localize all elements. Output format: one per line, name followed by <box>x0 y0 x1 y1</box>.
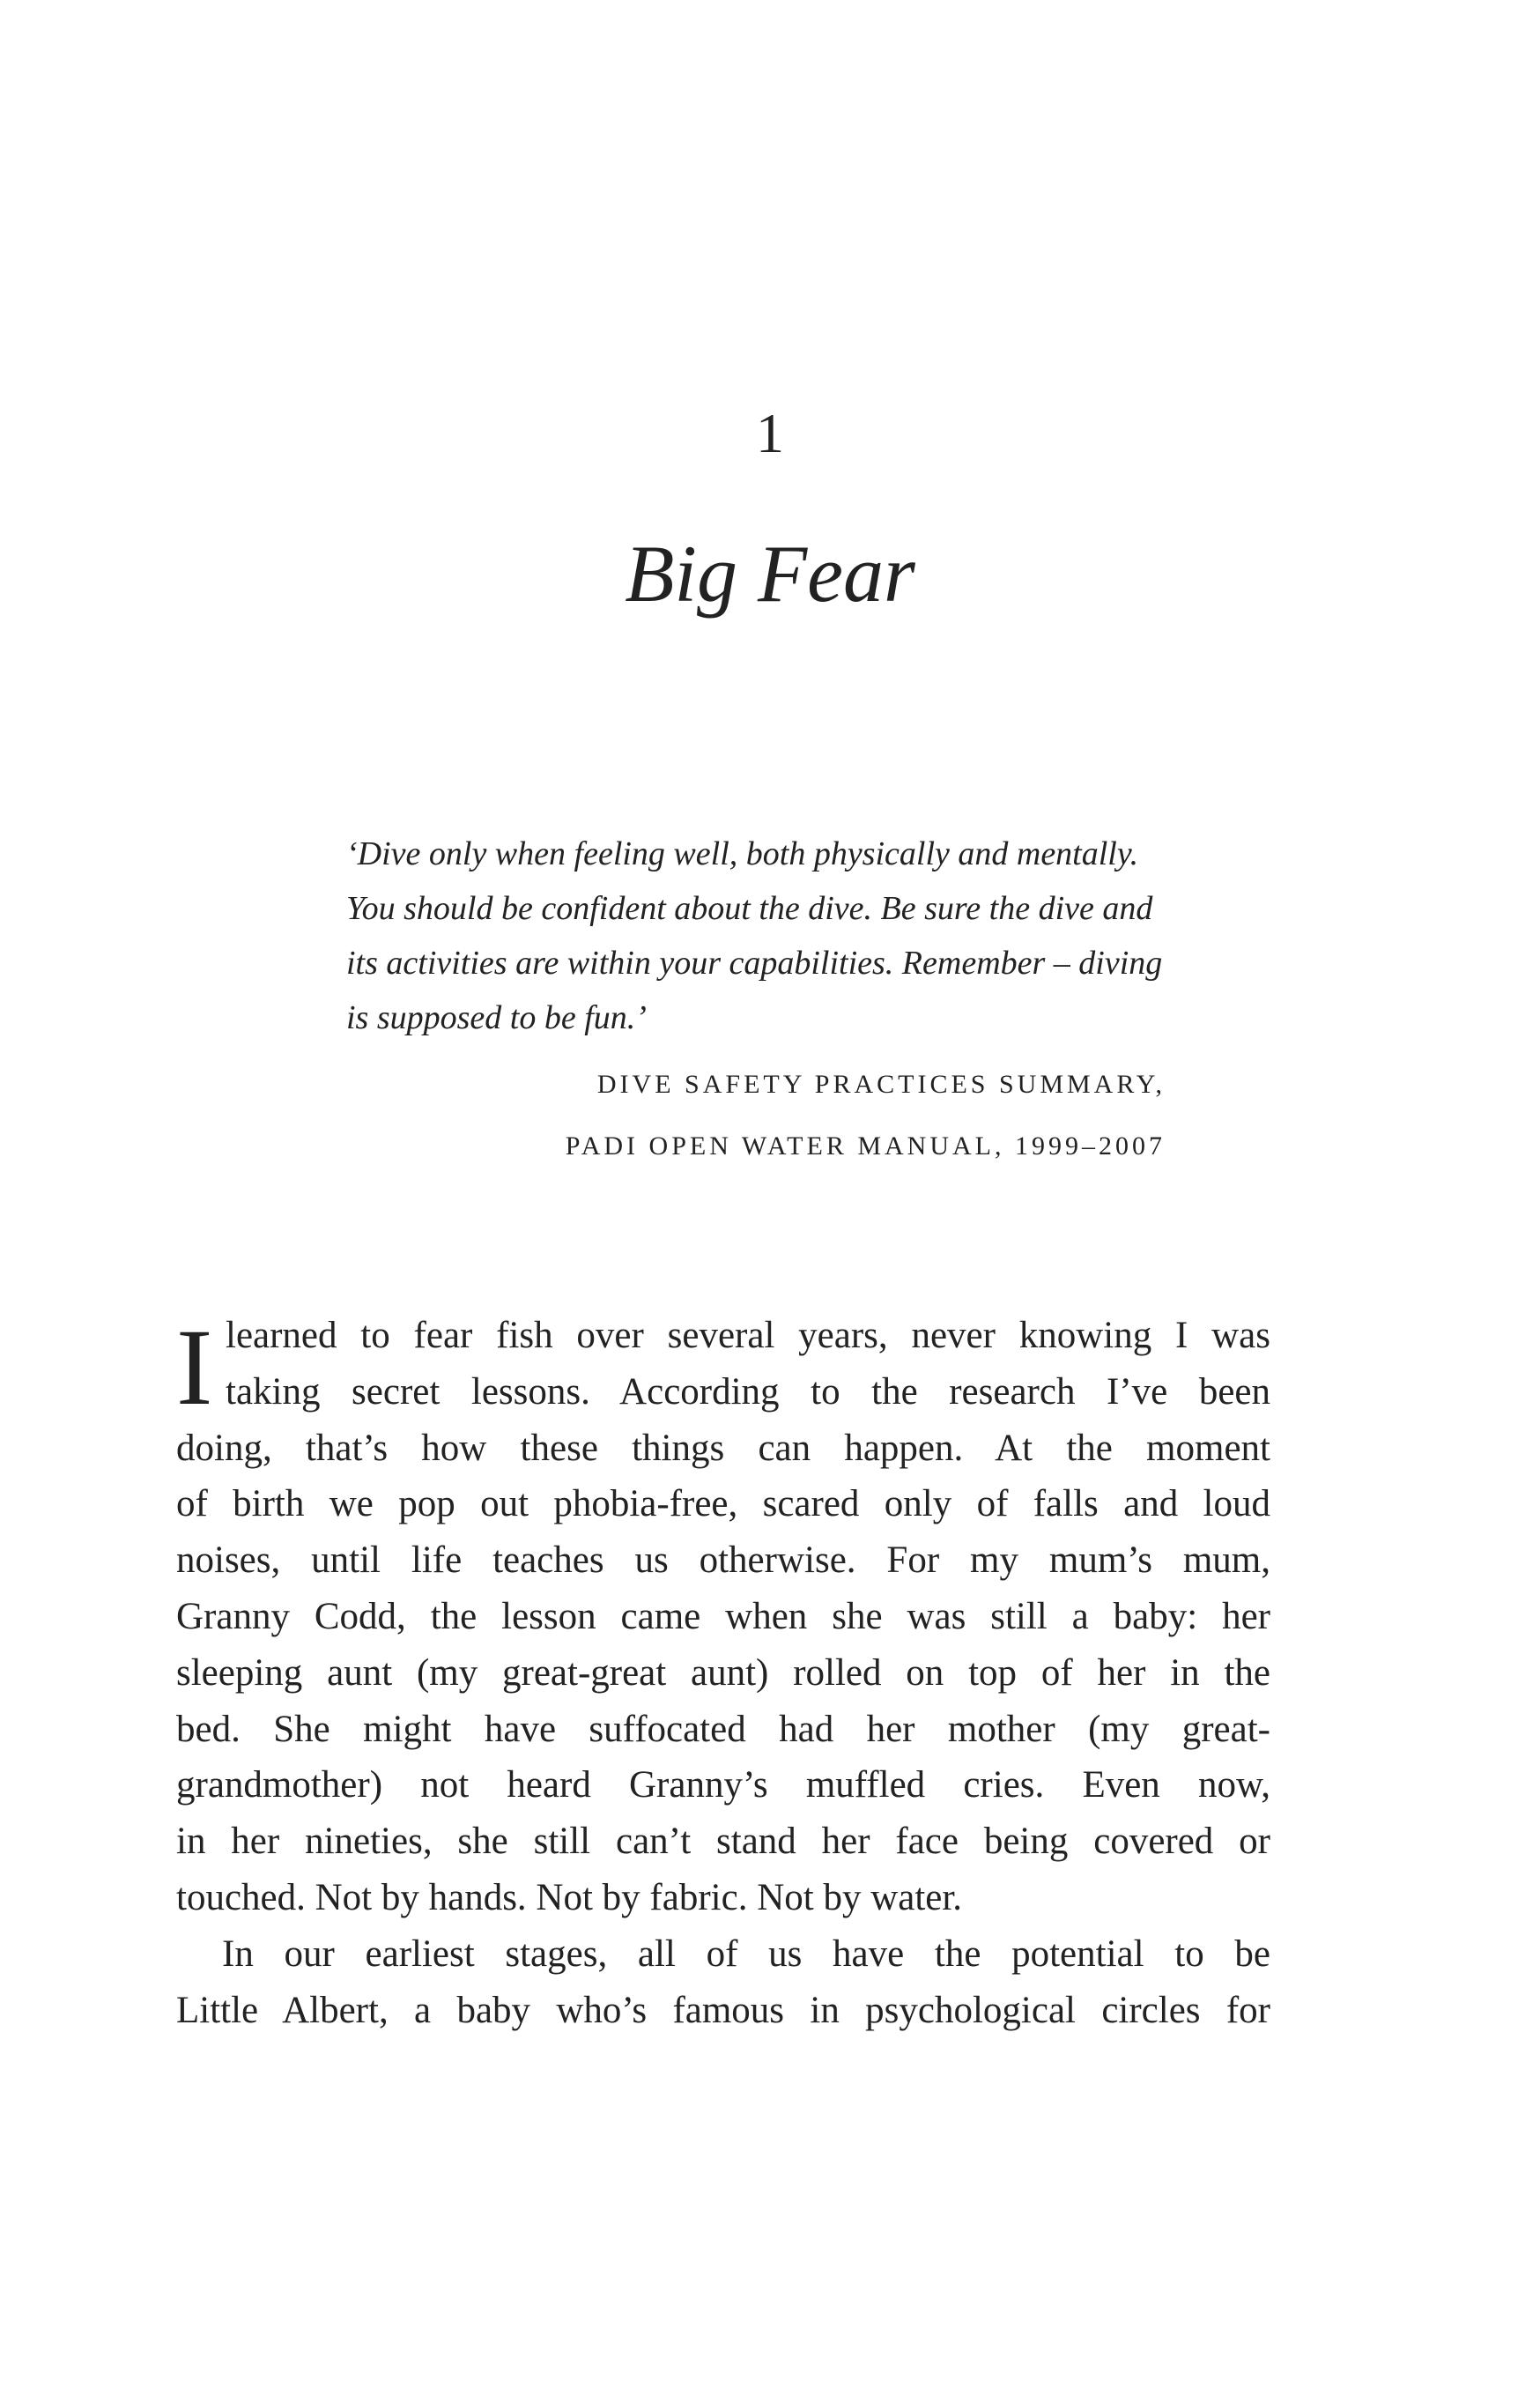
body-line: bed. She might have suffocated had her mother (my great- <box>176 1708 1270 1750</box>
body-line: in her nineties, she still can’t stand her face being covered or <box>176 1821 1270 1863</box>
epigraph-source <box>566 1054 1166 1177</box>
epigraph <box>346 827 1174 1045</box>
epigraph-source-line: DIVE SAFETY PRACTICES SUMMARY, <box>596 1070 1166 1099</box>
body-line: doing, that’s how these things can happen. At the moment <box>176 1427 1270 1469</box>
body-line: grandmother) not heard Granny’s muffled cries. Even now, <box>176 1764 1270 1806</box>
epigraph-line: is supposed to be fun.’ <box>346 999 647 1036</box>
epigraph-source-line: PADI OPEN WATER MANUAL, 1999–2007 <box>565 1131 1166 1161</box>
chapter-number: 1 <box>756 402 784 464</box>
body-line: noises, until life teaches us otherwise. For my mum’s mum, <box>176 1539 1270 1582</box>
epigraph-line: its activities are within your capabilities. Remember – diving <box>346 945 1163 982</box>
body-line: sleeping aunt (my great-great aunt) rolled on top of her in the <box>176 1651 1270 1694</box>
body-line: Granny Codd, the lesson came when she was still a baby: her <box>176 1595 1270 1637</box>
drop-cap: I <box>176 1307 213 1428</box>
body-line: touched. Not by hands. Not by fabric. Not by water. <box>176 1876 963 1918</box>
body-line: In our earliest stages, all of us have the potential to be <box>222 1932 1270 1975</box>
body-line: learned to fear fish over several years, never knowing I was <box>226 1315 1270 1356</box>
body-line: of birth we pop out phobia-free, scared only of falls and loud <box>176 1483 1270 1525</box>
body-line: taking secret lessons. According to the research I’ve been <box>226 1370 1270 1413</box>
epigraph-line: You should be confident about the dive. Be sure the dive and <box>346 890 1153 927</box>
body-line: Little Albert, a baby who’s famous in psychological circles for <box>176 1989 1270 2031</box>
body-text <box>176 1308 1270 2038</box>
epigraph-line: ‘Dive only when feeling well, both physically and mentally. <box>346 835 1139 872</box>
chapter-title: Big Fear <box>625 529 915 619</box>
